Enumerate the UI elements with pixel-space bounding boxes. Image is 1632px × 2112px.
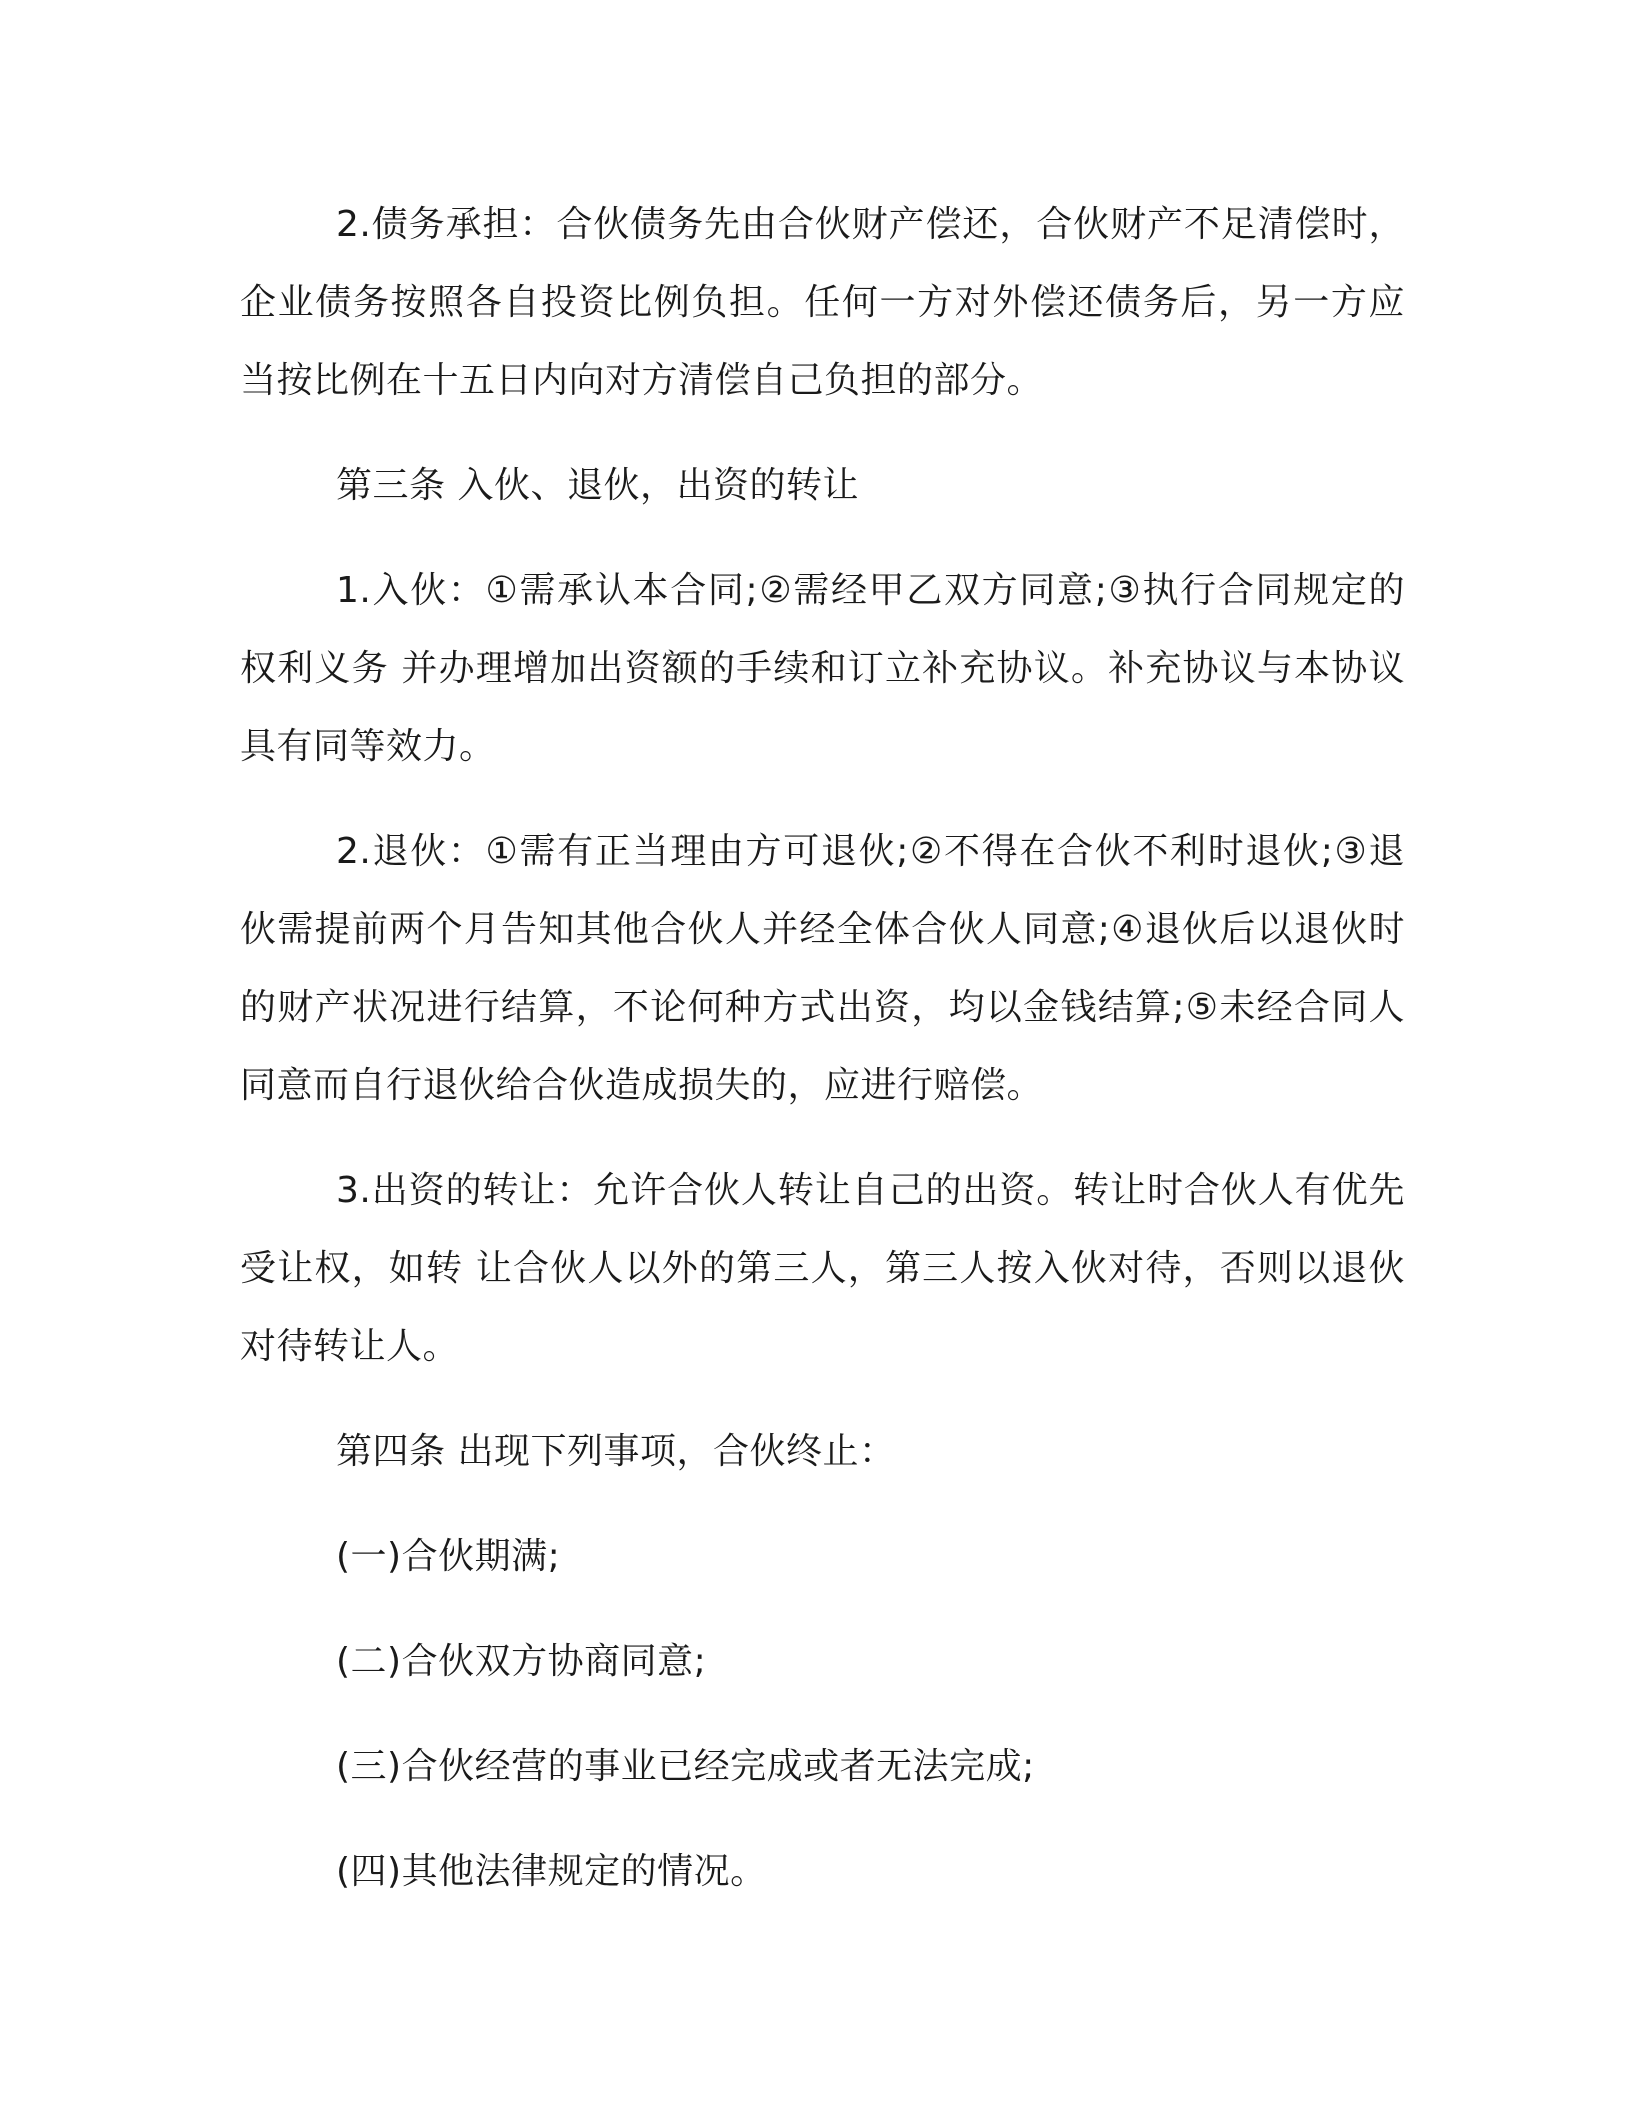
document-body [240,186,1405,1911]
list-item-term-expired: (一)合伙期满; [336,1536,561,1577]
paragraph-gap [240,1491,1405,1518]
paragraph-gap [240,1596,1405,1623]
paragraph-capital-transfer: 3.出资的转让：允许合伙人转让自己的出资。转让时合伙人有优先受让权，如转 让合伙人以外的第三人，第三人按入伙对待，否则以退伙对待转让人。 [240,1170,1405,1367]
paragraph-gap [240,1806,1405,1833]
paragraph-withdrawal: 2.退伙：①需有正当理由方可退伙;②不得在合伙不利时退伙;③退伙需提前两个月告知其他合伙人并经全体合伙人同意;④退伙后以退伙时的财产状况进行结算，不论何种方式出资，均以金钱结算;⑤未经合同人同意而自行退伙给合伙造成损失的，应进行赔偿。 [240,831,1405,1106]
article-four-heading: 第四条 出现下列事项，合伙终止： [336,1431,896,1472]
paragraph-gap [240,786,1405,813]
paragraph-gap [240,1701,1405,1728]
paragraph-debt-bearing: 2.债务承担：合伙债务先由合伙财产偿还，合伙财产不足清偿时，企业债务按照各自投资比例负担。任何一方对外偿还债务后，另一方应当按比例在十五日内向对方清偿自己负担的部分。 [240,204,1405,401]
list-item-mutual-agreement: (二)合伙双方协商同意; [336,1641,707,1682]
list-item-business-completed: (三)合伙经营的事业已经完成或者无法完成; [336,1746,1035,1787]
list-item-other-legal: (四)其他法律规定的情况。 [336,1851,767,1892]
article-three-heading: 第三条 入伙、退伙，出资的转让 [336,465,859,506]
paragraph-gap [240,1386,1405,1413]
paragraph-gap [240,1125,1405,1152]
paragraph-joining: 1.入伙：①需承认本合同;②需经甲乙双方同意;③执行合同规定的权利义务 并办理增加出资额的手续和订立补充协议。补充协议与本协议具有同等效力。 [240,570,1405,767]
paragraph-gap [240,525,1405,552]
paragraph-gap [240,420,1405,447]
